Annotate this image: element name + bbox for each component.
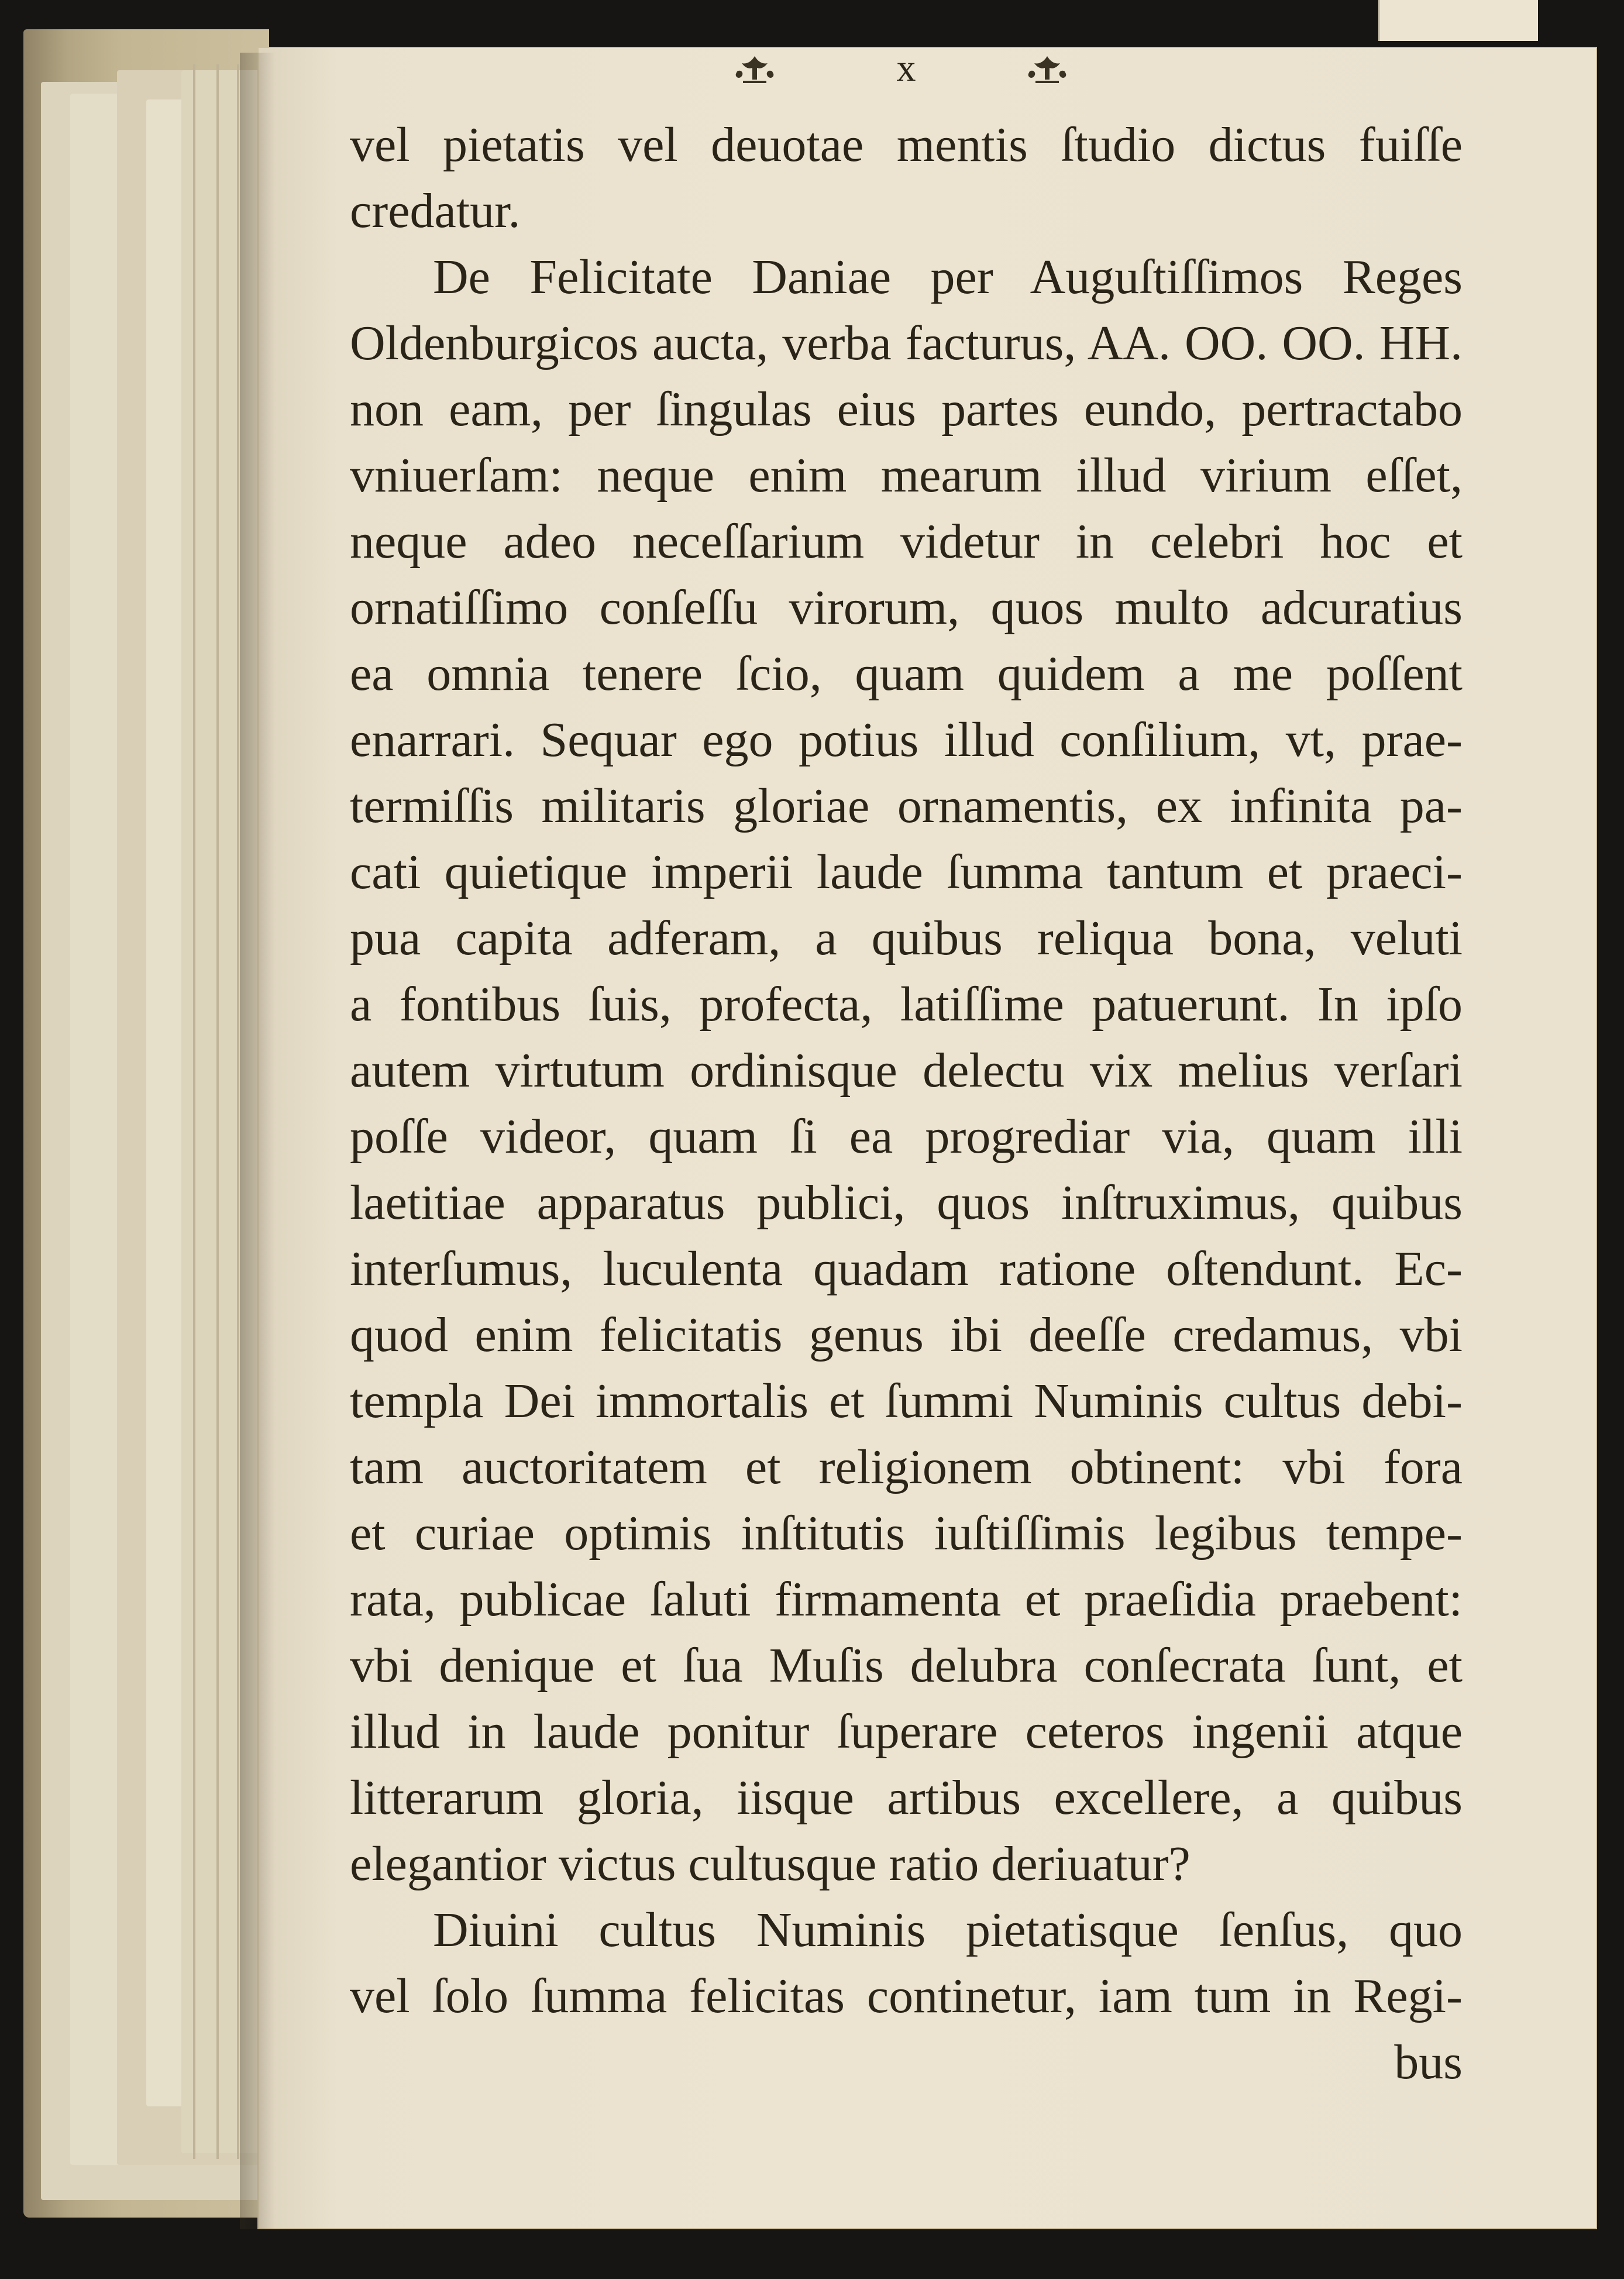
text-line: vniuerſam: neque enim mearum illud virium eſſet,	[350, 448, 1463, 503]
text-line: vel ſolo ſumma felicitas continetur, iam tum in Regi-	[350, 1969, 1463, 2023]
text-line: Diuini cultus Numinis pietatisque ſenſus, quo	[433, 1903, 1463, 1957]
text-line: De Felicitate Daniae per Auguſtiſſimos Reges	[433, 250, 1463, 304]
text-line: pua capita adferam, a quibus reliqua bona, veluti	[350, 911, 1463, 965]
text-line: vel pietatis vel deuotae mentis ſtudio dictus fuiſſe	[350, 118, 1463, 172]
bookmark-slip	[1378, 0, 1538, 41]
text-line: litterarum gloria, iisque artibus excellere, a quibus	[350, 1771, 1463, 1825]
text-line: ornatiſſimo conſeſſu virorum, quos multo adcuratius	[350, 580, 1463, 635]
text-line: a fontibus ſuis, profecta, latiſſime patuerunt. In ipſo	[350, 977, 1463, 1032]
text-line: elegantior victus cultusque ratio deriuatur?	[350, 1837, 1191, 1891]
text-line: vbi denique et ſua Muſis delubra conſecrata ſunt, et	[350, 1638, 1463, 1693]
text-line: quod enim felicitatis genus ibi deeſſe credamus, vbi	[350, 1308, 1463, 1362]
page-edge-line	[237, 64, 239, 2159]
text-line: cati quietique imperii laude ſumma tantum et praeci-	[350, 845, 1463, 899]
gutter-shadow	[240, 53, 275, 2229]
text-line: rata, publicae ſaluti firmamenta et praeſidia praebent:	[350, 1572, 1463, 1627]
text-line: termiſſis militaris gloriae ornamentis, ex infinita pa-	[350, 779, 1463, 833]
page-edge-line	[193, 64, 195, 2159]
text-line: et curiae optimis inſtitutis iuſtiſſimis legibus tempe-	[350, 1506, 1463, 1560]
page-edge-line	[216, 64, 219, 2159]
text-line: illud in laude ponitur ſuperare ceteros ingenii atque	[350, 1704, 1463, 1759]
text-line: laetitiae apparatus publici, quos inſtruximus, quibus	[350, 1175, 1463, 1230]
text-line: non eam, per ſingulas eius partes eundo, pertractabo	[350, 382, 1463, 436]
text-line: poſſe videor, quam ſi ea progrediar via, quam illi	[350, 1109, 1463, 1164]
fleuron-ornament-icon	[725, 51, 784, 87]
text-line: ea omnia tenere ſcio, quam quidem a me poſſent	[350, 647, 1463, 701]
catchword: bus	[1394, 2035, 1463, 2089]
text-line: neque adeo neceſſarium videtur in celebri hoc et	[350, 514, 1463, 569]
text-line: credatur.	[350, 184, 521, 238]
page-number: x	[896, 47, 917, 90]
text-line: Oldenburgicos aucta, verba facturus, AA. OO. OO. HH.	[350, 316, 1463, 370]
text-line: tam auctoritatem et religionem obtinent: vbi fora	[350, 1440, 1463, 1494]
text-line: enarrari. Sequar ego potius illud conſilium, vt, prae-	[350, 713, 1463, 767]
text-line: autem virtutum ordinisque delectu vix melius verſari	[350, 1043, 1463, 1098]
fleuron-ornament-icon	[1018, 51, 1076, 87]
text-line: templa Dei immortalis et ſummi Numinis cultus debi-	[350, 1374, 1463, 1428]
page-header	[725, 48, 1088, 89]
text-line: interſumus, luculenta quadam ratione oſtendunt. Ec-	[350, 1242, 1463, 1296]
